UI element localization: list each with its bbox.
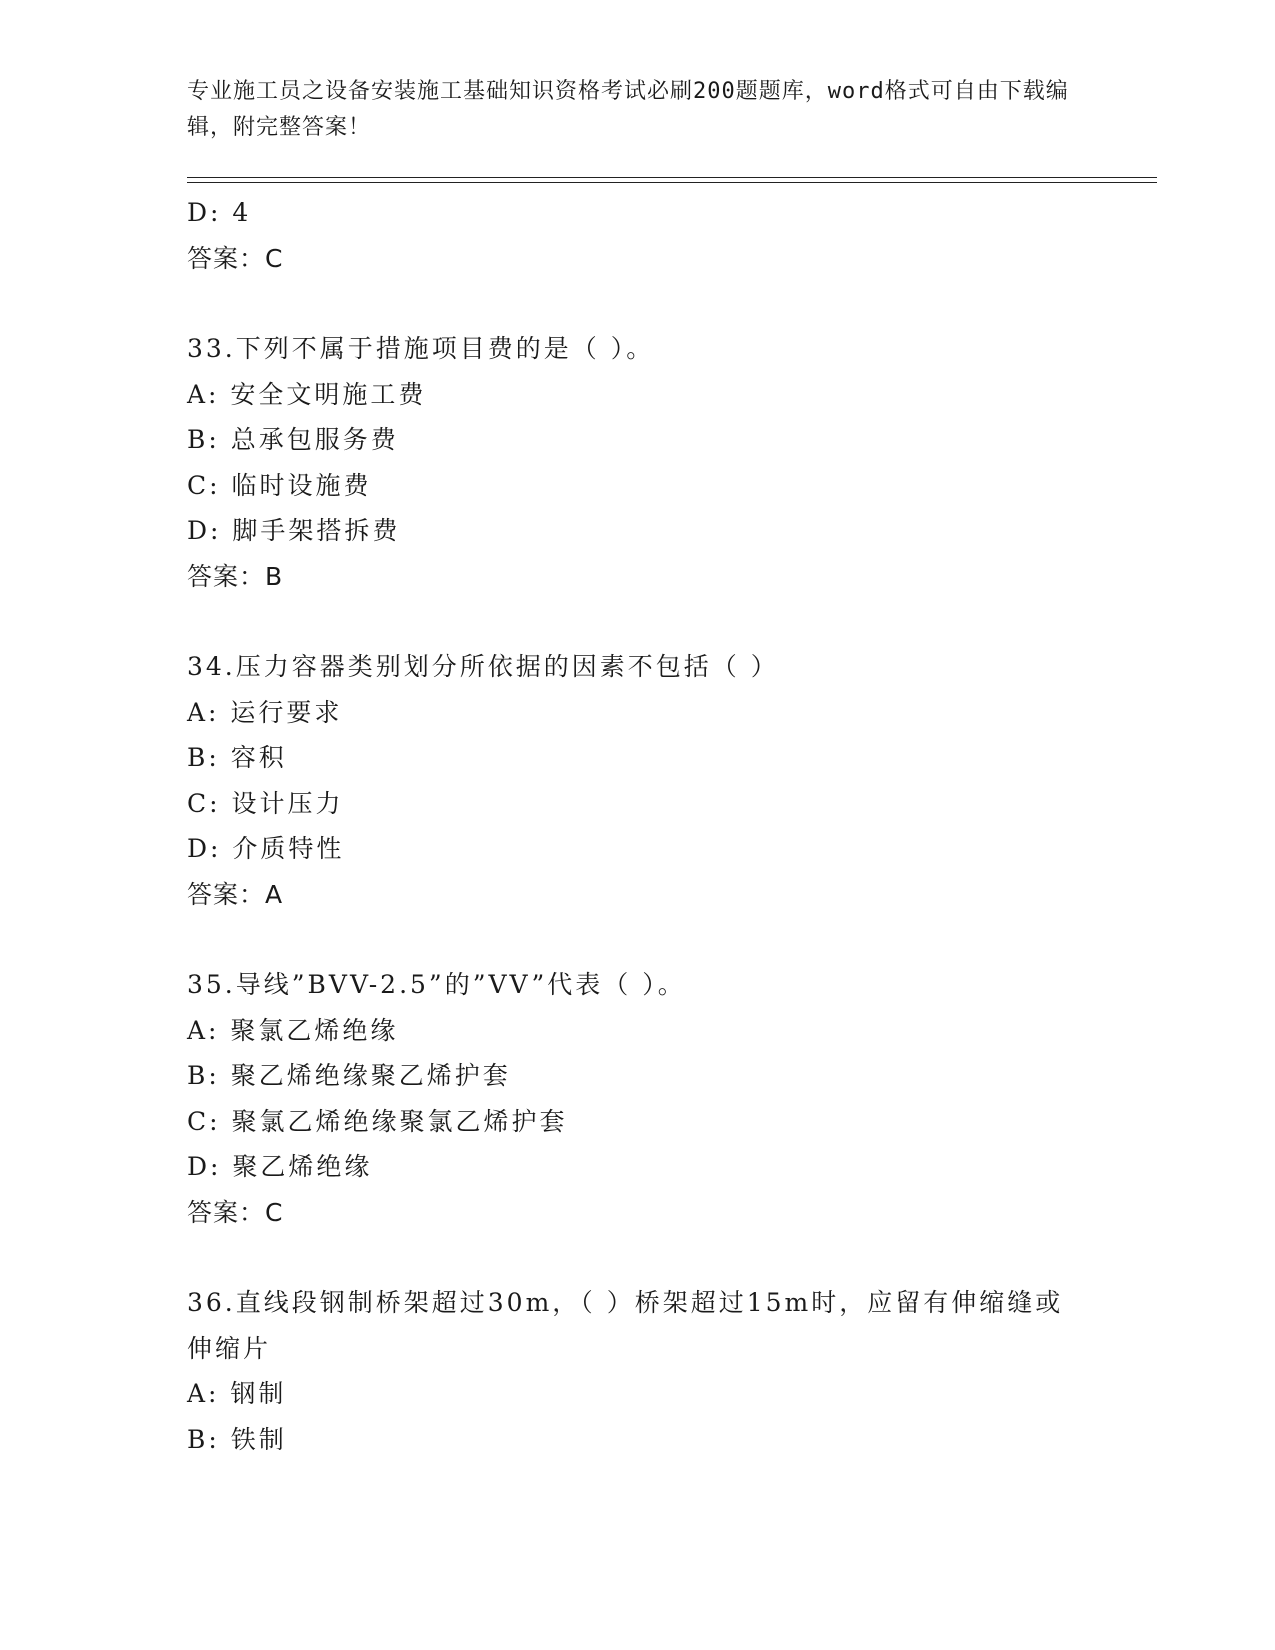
- option-b: B: 铁制: [187, 1424, 287, 1454]
- question-stem: 35.导线”BVV-2.5”的”VV”代表（ ）。: [187, 970, 686, 999]
- answer-line: 答案：B: [187, 561, 284, 591]
- question-35: [187, 962, 1157, 1235]
- header-divider-bottom: [187, 182, 1157, 183]
- option-d: D: 介质特性: [187, 834, 345, 863]
- question-34: [187, 644, 1157, 917]
- option-b: B: 总承包服务费: [187, 425, 399, 454]
- question-36: [187, 1280, 1157, 1462]
- option-a: A: 钢制: [187, 1379, 287, 1408]
- answer-line: 答案：C: [187, 1197, 284, 1227]
- question-stem: 33.下列不属于措施项目费的是（ ）。: [187, 334, 655, 363]
- document-header-title: 专业施工员之设备安装施工基础知识资格考试必刷200题题库，word格式可自由下载编辑，附完整答案！: [187, 79, 1069, 140]
- option-a: A: 聚氯乙烯绝缘: [187, 1015, 399, 1045]
- option-c: C: 设计压力: [187, 788, 344, 818]
- answer-line: 答案：C: [187, 243, 284, 273]
- spacer: [187, 917, 1157, 962]
- header-divider-top: [187, 177, 1157, 178]
- option-d: D: 聚乙烯绝缘: [187, 1152, 373, 1181]
- answer-line: 答案：A: [187, 879, 284, 909]
- option-a: A: 运行要求: [187, 697, 343, 727]
- spacer: [187, 1235, 1157, 1280]
- question-list: [187, 190, 1157, 1462]
- question-stem: 36.直线段钢制桥架超过30m，（ ）桥架超过15m时，应留有伸缩缝或伸缩片: [187, 1288, 1064, 1363]
- spacer: [187, 281, 1157, 326]
- option-d: D: 脚手架搭拆费: [187, 516, 401, 545]
- option-a: A: 安全文明施工费: [187, 379, 427, 409]
- question-33: [187, 326, 1157, 599]
- option-b: B: 聚乙烯绝缘聚乙烯护套: [187, 1061, 511, 1090]
- option-c: C: 聚氯乙烯绝缘聚氯乙烯护套: [187, 1106, 568, 1136]
- option-b: B: 容积: [187, 743, 287, 772]
- spacer: [187, 599, 1157, 644]
- option-c: C: 临时设施费: [187, 470, 372, 500]
- question-stem: 34.压力容器类别划分所依据的因素不包括（ ）: [187, 652, 779, 681]
- option-d: D: 4: [187, 198, 252, 227]
